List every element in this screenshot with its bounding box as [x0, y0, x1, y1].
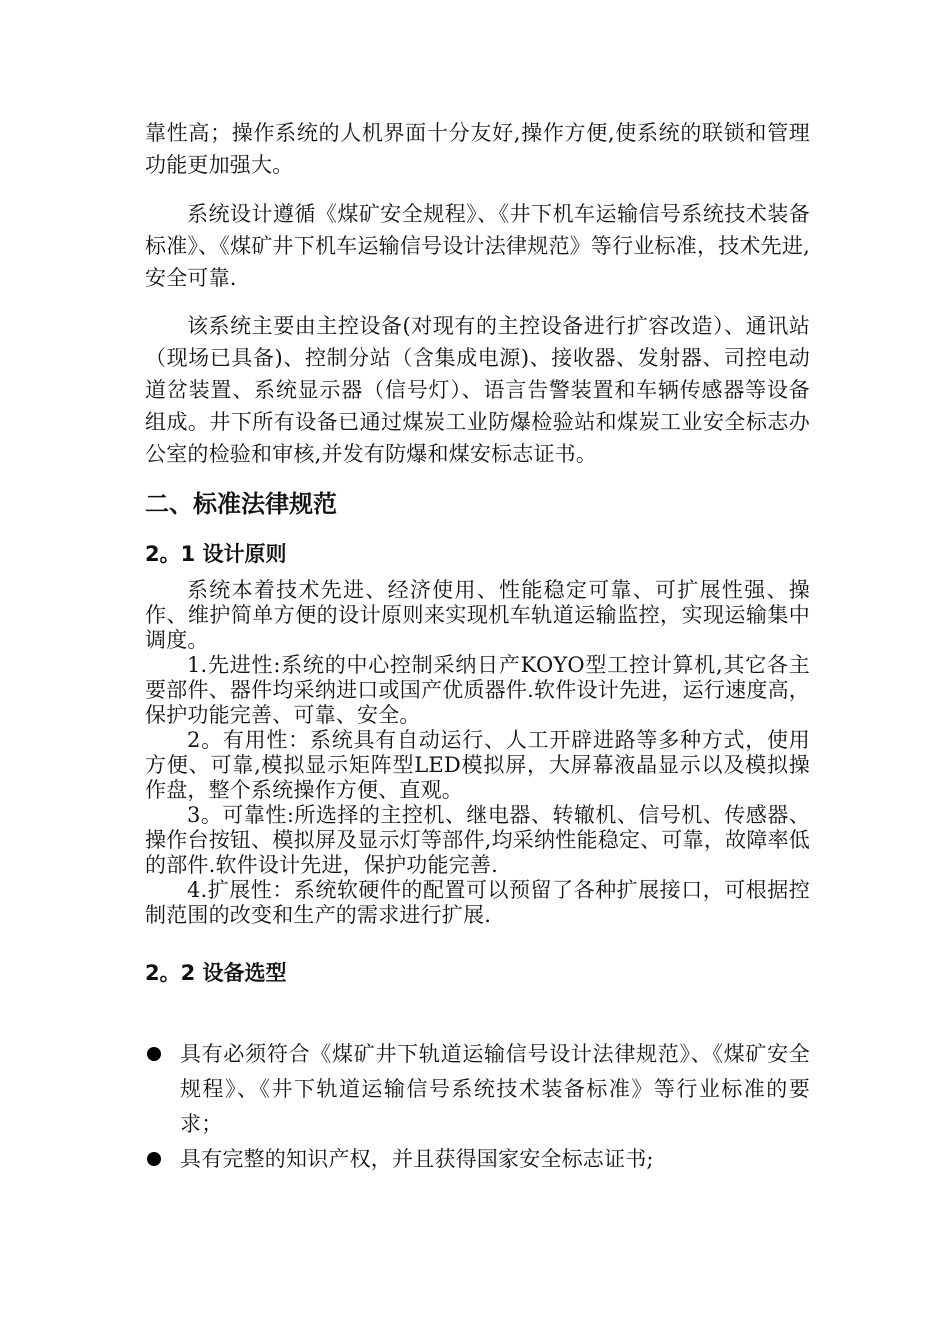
- list-item-text: 具有必须符合《煤矿井下轨道运输信号设计法律规范》、《煤矿安全规程》、《井下轨道运输信号系统技术装备标准》等行业标准的要求；: [180, 1042, 810, 1136]
- standards-paragraph: 系统设计遵循《煤矿安全规程》、《井下机车运输信号系统技术装备标准》、《煤矿井下机车运输信号设计法律规范》等行业标准，技术先进,安全可靠.: [145, 202, 810, 290]
- composition-paragraph: 该系统主要由主控设备(对现有的主控设备进行扩容改造）、通讯站（现场已具备)、控制分站（含集成电源)、接收器、发射器、司控电动道岔装置、系统显示器（信号灯）、语言告警装置和车辆传感器等设备组成。井下所有设备已通过煤炭工业防爆检验站和煤炭工业安全标志办公室的检验和审核,并发有防爆和煤安标志证书。: [145, 314, 810, 466]
- principle-item: 2。有用性：系统具有自动运行、人工开辟进路等多种方式，使用方便、可靠,模拟显示矩阵型LED模拟屏，大屏幕液晶显示以及模拟操作盘，整个系统操作方便、直观。: [145, 728, 810, 802]
- bullet-icon: [147, 1047, 161, 1061]
- principle-item: 1.先进性:系统的中心控制采纳日产KOYO型工控计算机,其它各主要部件、器件均采纳进口或国产优质器件.软件设计先进，运行速度高，保护功能完善、可靠、安全。: [145, 653, 810, 727]
- list-item-text: 具有完整的知识产权，并且获得国家安全标志证书;: [180, 1147, 654, 1171]
- principle-item: 4.扩展性：系统软硬件的配置可以预留了各种扩展接口，可根据控制范围的改变和生产的需求进行扩展.: [145, 878, 810, 927]
- section-2-1-heading: 2。1 设计原则: [145, 542, 287, 566]
- principle-item: 3。可靠性:所选择的主控机、继电器、转辙机、信号机、传感器、操作台按钮、模拟屏及显示灯等部件,均采纳性能稳定、可靠，故障率低的部件.软件设计先进，保护功能完善.: [145, 803, 810, 877]
- list-item: [145, 1142, 810, 1177]
- design-principles-intro: 系统本着技术先进、经济使用、性能稳定可靠、可扩展性强、操作、维护简单方便的设计原则来实现机车轨道运输监控，实现运输集中调度。: [145, 578, 810, 652]
- section-2-heading: 二、标准法律规范: [145, 490, 337, 518]
- section-2-2-heading: 2。2 设备选型: [145, 961, 287, 985]
- bullet-icon: [147, 1152, 161, 1166]
- list-item: [145, 1037, 810, 1142]
- intro-paragraph-tail: 靠性高；操作系统的人机界面十分友好,操作方便,使系统的联锁和管理功能更加强大。: [145, 121, 810, 177]
- equipment-requirements-list: [145, 1037, 810, 1177]
- design-principles-body: [145, 578, 810, 928]
